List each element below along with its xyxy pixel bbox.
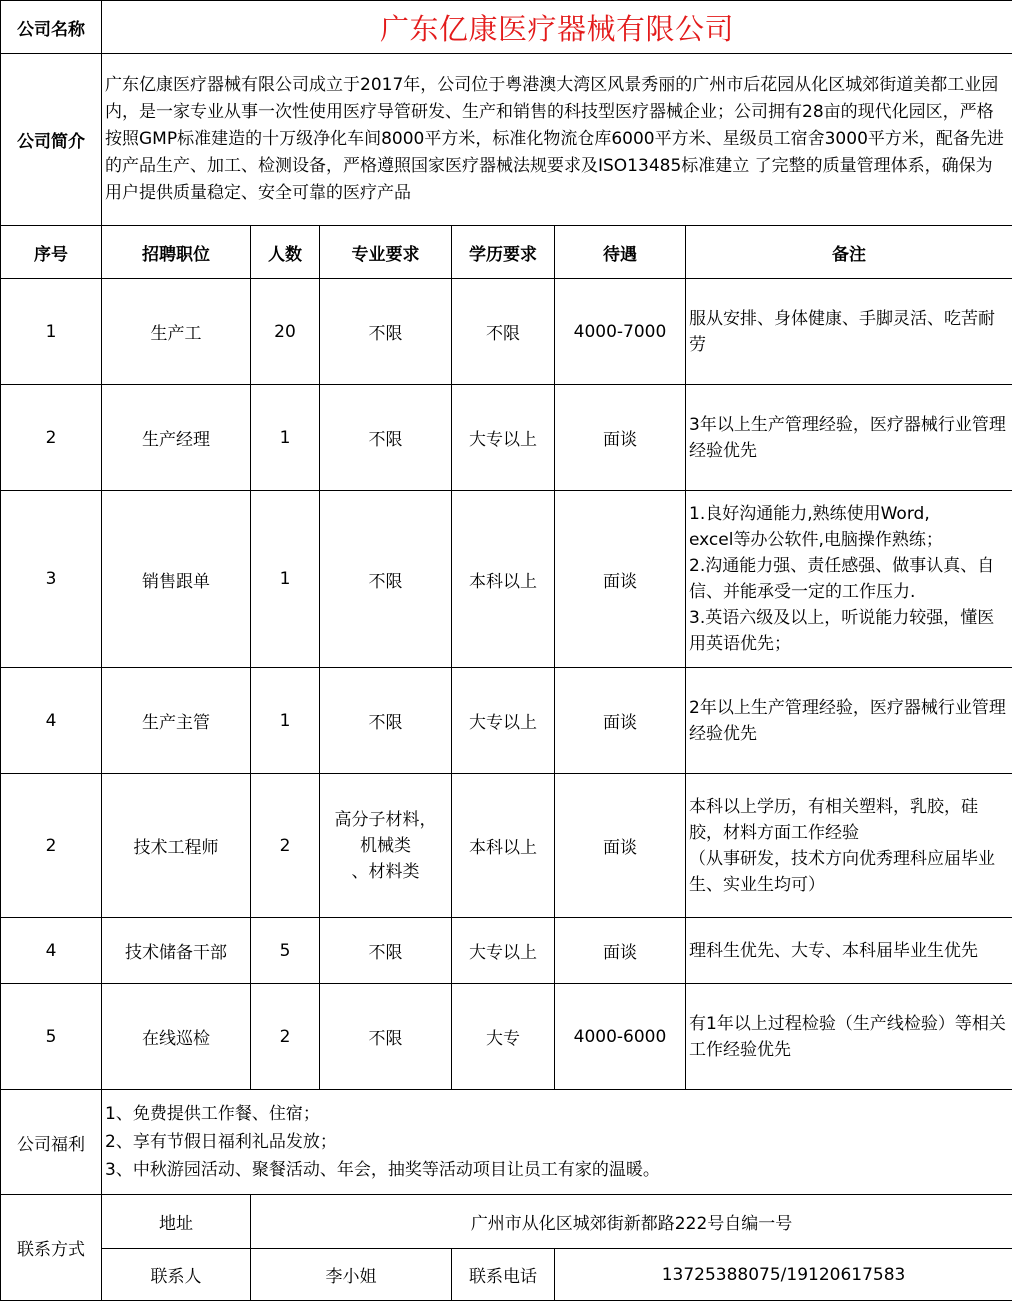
job-no: 2 [1, 774, 102, 918]
benefits-row [1, 1090, 1012, 1195]
table-row [1, 984, 1012, 1090]
company-intro-label: 公司简介 [1, 54, 102, 226]
column-header-salary: 待遇 [555, 226, 686, 279]
phone-value: 13725388075/19120617583 [555, 1249, 1012, 1301]
job-position: 技术工程师 [102, 774, 251, 918]
job-position: 生产经理 [102, 385, 251, 491]
job-education: 大专 [452, 984, 555, 1090]
job-no: 4 [1, 918, 102, 984]
table-row [1, 279, 1012, 385]
job-education: 大专以上 [452, 668, 555, 774]
table-row [1, 918, 1012, 984]
job-count: 20 [251, 279, 320, 385]
job-remark: 服从安排、身体健康、手脚灵活、吃苦耐劳 [686, 279, 1012, 385]
job-education: 本科以上 [452, 774, 555, 918]
table-row [1, 668, 1012, 774]
job-education: 大专以上 [452, 385, 555, 491]
job-major: 不限 [320, 918, 452, 984]
company-name-title: 广东亿康医疗器械有限公司 [102, 1, 1012, 54]
contact-label: 联系方式 [1, 1195, 102, 1301]
job-major: 不限 [320, 491, 452, 668]
contact-person-row [1, 1249, 1012, 1301]
job-remark: 本科以上学历，有相关塑料，乳胶，硅胶，材料方面工作经验 （从事研发，技术方向优秀理科应届毕业生、实业生均可） [686, 774, 1012, 918]
job-position: 生产主管 [102, 668, 251, 774]
job-major: 不限 [320, 984, 452, 1090]
job-count: 2 [251, 774, 320, 918]
column-header-education: 学历要求 [452, 226, 555, 279]
job-major: 高分子材料， 机械类 、材料类 [320, 774, 452, 918]
job-salary: 面谈 [555, 668, 686, 774]
job-count: 5 [251, 918, 320, 984]
benefits-list [102, 1090, 1012, 1195]
job-no: 2 [1, 385, 102, 491]
job-major: 不限 [320, 668, 452, 774]
job-salary: 面谈 [555, 491, 686, 668]
column-header-position: 招聘职位 [102, 226, 251, 279]
table-row [1, 774, 1012, 918]
column-header-no: 序号 [1, 226, 102, 279]
job-remark: 有1年以上过程检验（生产线检验）等相关工作经验优先 [686, 984, 1012, 1090]
job-no: 3 [1, 491, 102, 668]
job-count: 1 [251, 491, 320, 668]
job-position: 销售跟单 [102, 491, 251, 668]
table-row [1, 385, 1012, 491]
job-salary: 面谈 [555, 774, 686, 918]
column-header-remark: 备注 [686, 226, 1012, 279]
job-remark: 理科生优先、大专、本科届毕业生优先 [686, 918, 1012, 984]
table-row [1, 491, 1012, 668]
job-salary: 4000-7000 [555, 279, 686, 385]
address-label: 地址 [102, 1195, 251, 1249]
job-count: 1 [251, 385, 320, 491]
job-remark: 1.良好沟通能力,熟练使用Word, excel等办公软件,电脑操作熟练； 2.沟通能力强、责任感强、做事认真、自信、并能承受一定的工作压力. 3.英语六级及以上，听说能力较强，懂医用英语优先； [686, 491, 1012, 668]
job-count: 1 [251, 668, 320, 774]
address-value: 广州市从化区城郊街新都路222号自编一号 [251, 1195, 1012, 1249]
job-education: 大专以上 [452, 918, 555, 984]
company-intro-text: 广东亿康医疗器械有限公司成立于2017年，公司位于粤港澳大湾区风景秀丽的广州市后花园从化区城郊街道美都工业园内，是一家专业从事一次性使用医疗导管研发、生产和销售的科技型医疗器械企业；公司拥有28亩的现代化园区，严格按照GMP标准建造的十万级净化车间8000平方米，标准化物流仓库6000平方米、星级员工宿舍3000平方米，配备先进的产品生产、加工、检测设备，严格遵照国家医疗器械法规要求及ISO13485标准建立 了完整的质量管理体系，确保为用户提供质量稳定、安全可靠的医疗产品 [102, 54, 1012, 226]
company-name-label: 公司名称 [1, 1, 102, 54]
job-position: 技术储备干部 [102, 918, 251, 984]
column-header-count: 人数 [251, 226, 320, 279]
job-position: 在线巡检 [102, 984, 251, 1090]
job-count: 2 [251, 984, 320, 1090]
job-major: 不限 [320, 279, 452, 385]
job-remark: 3年以上生产管理经验，医疗器械行业管理经验优先 [686, 385, 1012, 491]
benefit-item: 3、中秋游园活动、聚餐活动、年会，抽奖等活动项目让员工有家的温暖。 [105, 1160, 660, 1180]
phone-label: 联系电话 [452, 1249, 555, 1301]
table-header-row [1, 226, 1012, 279]
column-header-major: 专业要求 [320, 226, 452, 279]
job-remark: 2年以上生产管理经验，医疗器械行业管理经验优先 [686, 668, 1012, 774]
benefit-item: 2、享有节假日福利礼品发放； [105, 1132, 337, 1152]
company-intro-row [1, 54, 1012, 226]
job-position: 生产工 [102, 279, 251, 385]
benefit-item: 1、免费提供工作餐、住宿； [105, 1104, 320, 1124]
contact-person-value: 李小姐 [251, 1249, 452, 1301]
job-salary: 4000-6000 [555, 984, 686, 1090]
job-education: 不限 [452, 279, 555, 385]
job-no: 5 [1, 984, 102, 1090]
job-salary: 面谈 [555, 918, 686, 984]
benefits-label: 公司福利 [1, 1090, 102, 1195]
job-no: 1 [1, 279, 102, 385]
job-education: 本科以上 [452, 491, 555, 668]
company-name-row [1, 1, 1012, 54]
job-no: 4 [1, 668, 102, 774]
contact-address-row [1, 1195, 1012, 1249]
contact-person-label: 联系人 [102, 1249, 251, 1301]
job-major: 不限 [320, 385, 452, 491]
job-salary: 面谈 [555, 385, 686, 491]
